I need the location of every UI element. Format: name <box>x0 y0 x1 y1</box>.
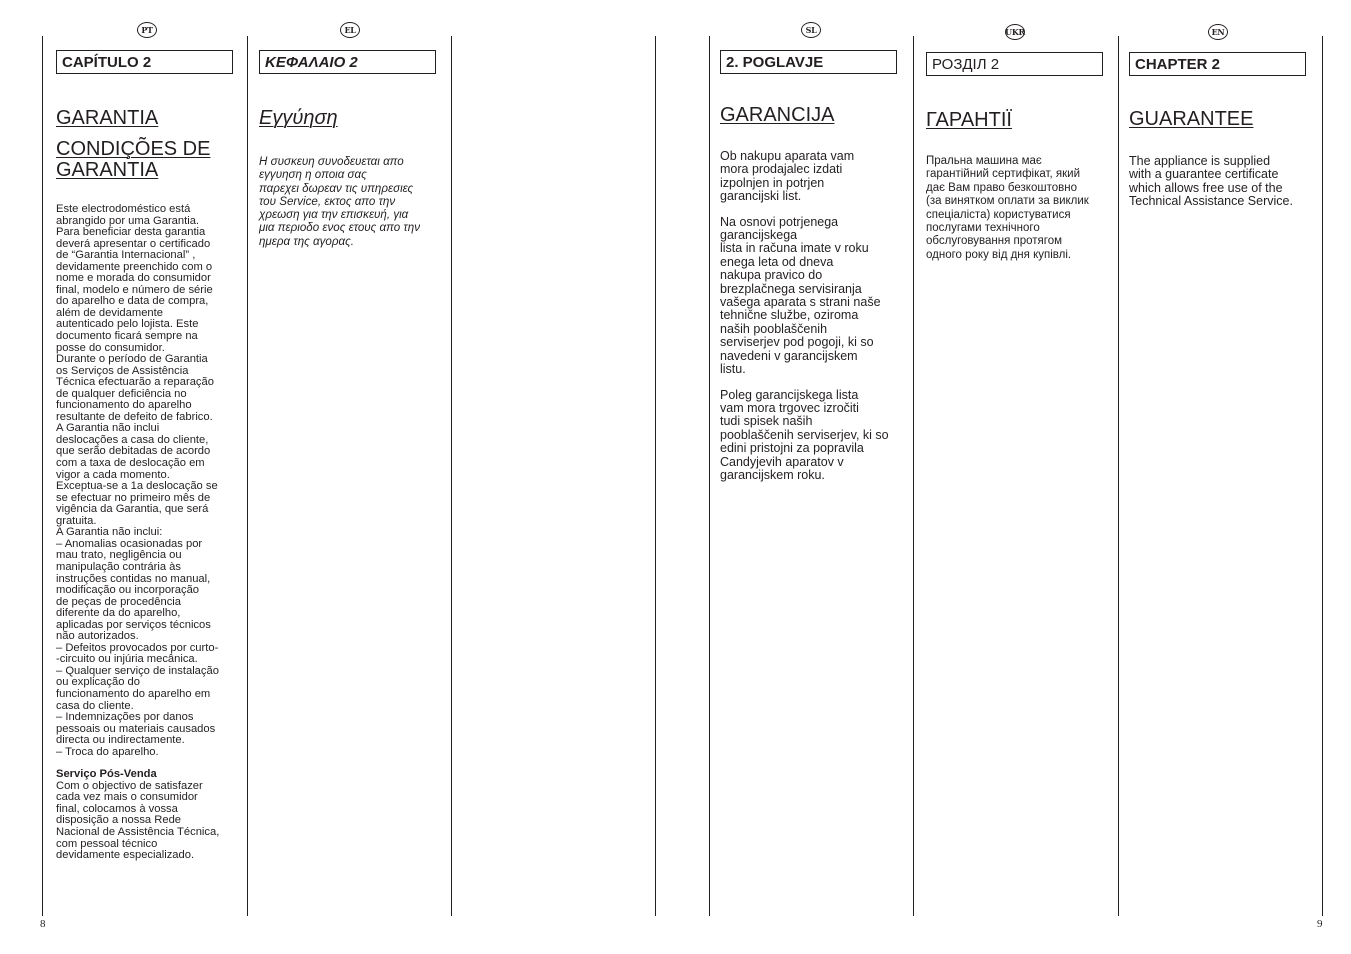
section-title: Εγγύηση <box>259 107 338 129</box>
section-title: GARANCIJA <box>720 104 835 126</box>
column-sl <box>720 50 910 482</box>
language-badge-ukr: UKR <box>1005 24 1025 40</box>
page-number-right: 9 <box>1317 918 1323 930</box>
language-badge-en: EN <box>1208 24 1228 40</box>
section-title: GARANTIA <box>56 107 159 129</box>
guarantee-text: Este electrodoméstico está abrangido por uma Garantia. Para beneficiar desta garantia deverá apresentar o certificado de “Garantia Internacional” , devidamente preenchido com o nome e morada do consumidor final, modelo e número de série do aparelho e data de compra, além de devidamente autenticado pelo lojista. Este documento ficará sempre na posse do consumidor. Durante o período de Garantia os Serviços de Assistência Técnica efectuarão a reparação de qualquer deficiência no funcionamento do aparelho resultante de defeito de fabrico. A Garantia não inclui deslocações a casa do cliente, que serão debitadas de acordo com a taxa de deslocação em vigor a cada momento. Exceptua-se a 1a deslocação se se efectuar no primeiro mês de vigência da Garantia, que será gratuita. A Garantia não inclui: – Anomalias ocasionadas por mau trato, negligência ou manipulação contrária às instruções contidas no manual, modificação ou incorporação de peças de procedência diferente da do aparelho, aplicadas por serviços técnicos não autorizados. – Defeitos provocados por curto- -circuito ou injúria mecânica. – Qualquer serviço de instalação ou explicação do funcionamento do aparelho em casa do cliente. – Indemnizações por danos pessoais ou materiais causados directa ou indirectamente. – Troca do aparelho. <box>56 203 219 758</box>
chapter-heading: 2. POGLAVJE <box>720 50 897 74</box>
column-divider <box>1322 36 1323 916</box>
section-title: ГАРАНТІЇ <box>926 109 1012 131</box>
chapter-heading: CHAPTER 2 <box>1129 52 1306 76</box>
chapter-heading: CAPÍTULO 2 <box>56 50 233 74</box>
guarantee-text: The appliance is supplied with a guarantee certificate which allows free use of the Technical Assistance Service. <box>1129 154 1293 209</box>
service-text: Com o objectivo de satisfazer cada vez mais o consumidor final, colocamos à vossa disposição a nossa Rede Nacional de Assistência Técnica, com pessoal técnico devidamente especializado. <box>56 779 220 862</box>
paragraph-1: Ob nakupu aparata vam mora prodajalec izdati izpolnjen in potrjen garancijski list. <box>720 149 855 204</box>
column-pt <box>56 50 244 862</box>
column-el <box>259 50 447 248</box>
paragraph-2: Na osnovi potrjenega garancijskega lista in računa imate v roku enega leta od dneva nakupa pravico do brezplačnega servisiranja vašega aparata s strani naše tehnične službe, oziroma naših pooblaščenih serviserjev pod pogoji, ki so navedeni v garancijskem listu. <box>720 214 881 377</box>
column-divider <box>1118 36 1119 916</box>
guarantee-text: Η συσκευη συνοδευεται απο εγγυηση η οποια σας παρεχει δωρεαν τις υπηρεσιες του Service, εκτος απο την χρεωση για την επισκευή, για μια περιοδο ενος ετους απο την ημερα της αγορας. <box>259 155 420 248</box>
service-heading: Serviço Pós-Venda <box>56 768 157 781</box>
language-badge-el: EL <box>340 22 360 38</box>
chapter-heading: РОЗДІЛ 2 <box>926 52 1103 76</box>
column-divider <box>42 36 43 916</box>
column-divider <box>247 36 248 916</box>
column-ukr <box>926 52 1116 262</box>
column-divider <box>913 36 914 916</box>
guarantee-text: Пральна машина має гарантійний сертифікат, який дає Вам право безкоштовно (за винятком оплати за виклик спеціаліста) користуватися послугами технічного обслуговування протягом одного року від дня купівлі. <box>926 155 1089 261</box>
column-divider <box>451 36 452 916</box>
language-badge-pt: PT <box>137 22 157 38</box>
page-number-left: 8 <box>40 918 46 930</box>
chapter-heading: ΚΕΦΑΛΑΙΟ 2 <box>259 50 436 74</box>
column-divider <box>709 36 710 916</box>
column-en <box>1129 52 1319 209</box>
paragraph-3: Poleg garancijskega lista vam mora trgovec izročiti tudi spisek naših pooblaščenih serviserjev, ki so edini pristojni za popravila Candyjevih aparatov v garancijskem roku. <box>720 387 889 482</box>
language-badge-sl: SL <box>801 22 821 38</box>
column-divider <box>655 36 656 916</box>
section-subtitle: CONDIÇÕES DE GARANTIA <box>56 138 211 181</box>
section-title: GUARANTEE <box>1129 108 1254 130</box>
